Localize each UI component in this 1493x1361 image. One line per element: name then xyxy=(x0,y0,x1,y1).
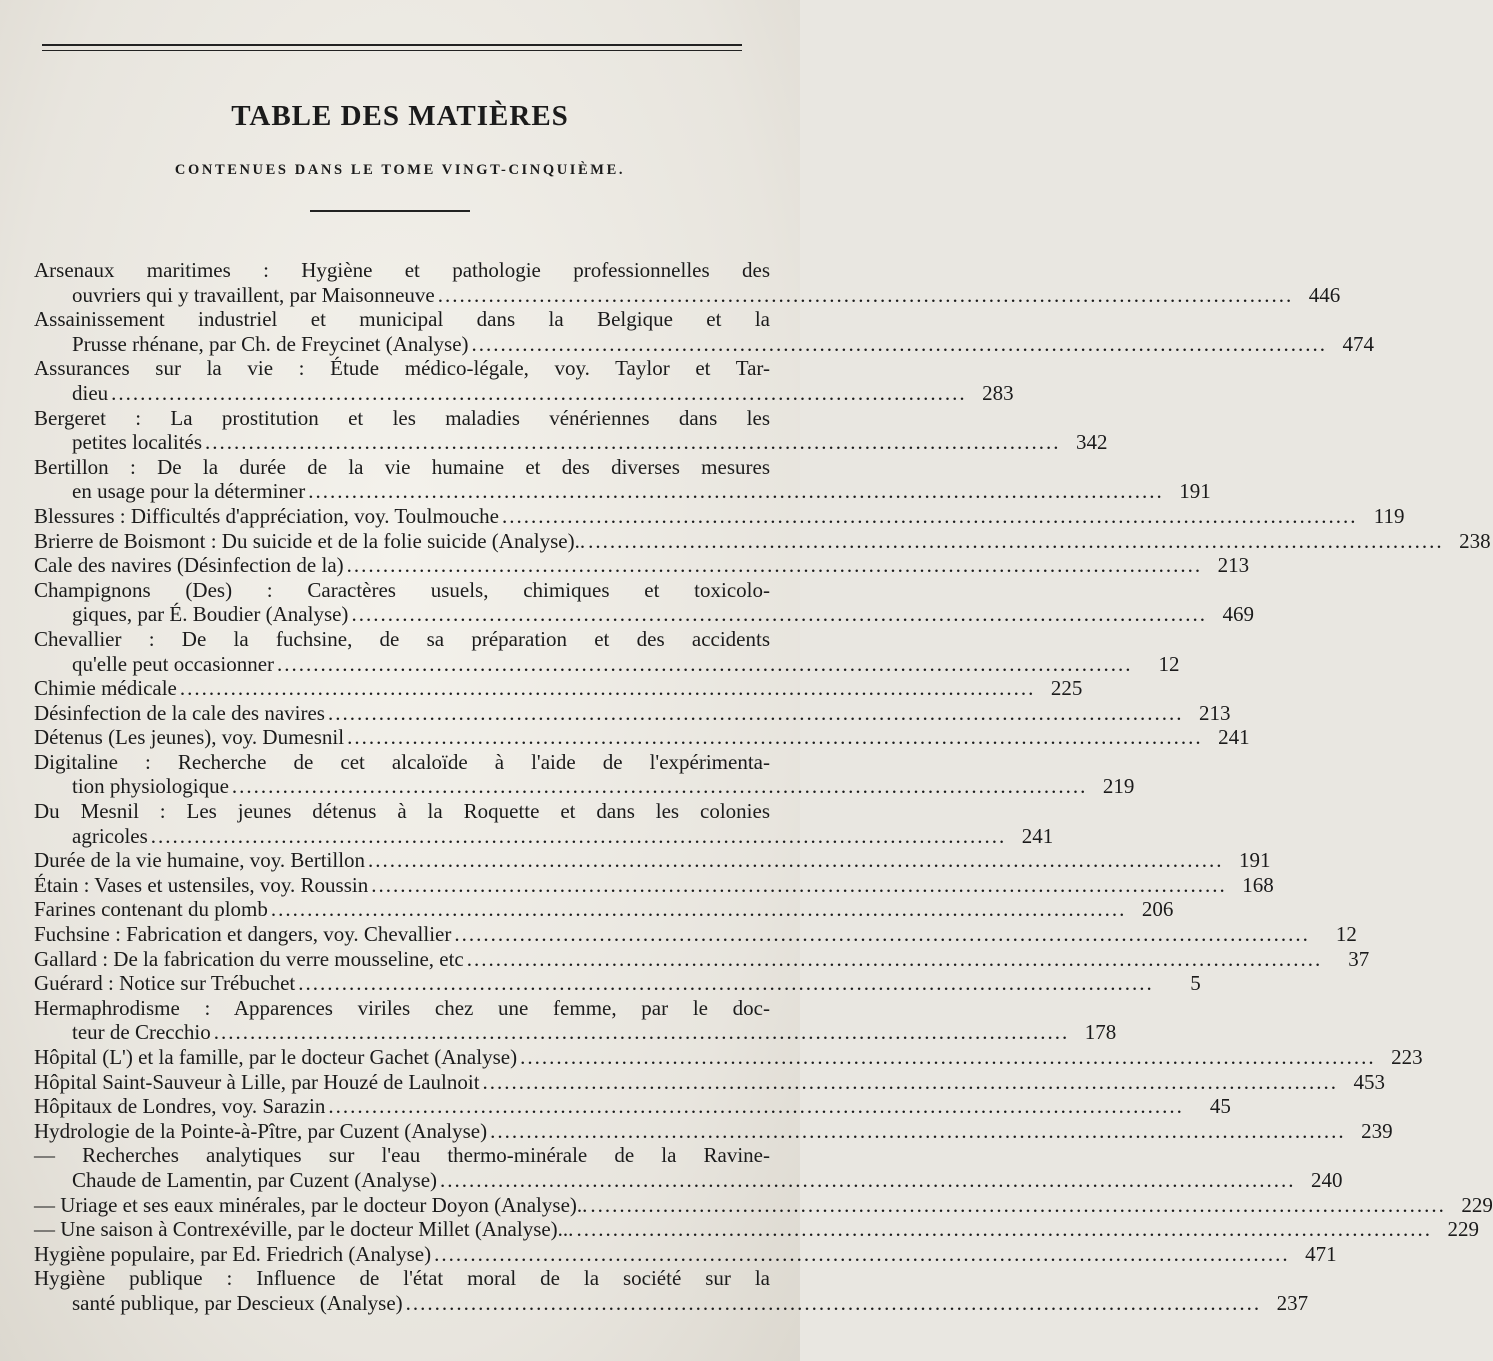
index-entry xyxy=(34,995,1117,1045)
entry-line xyxy=(34,676,1083,701)
entry-line xyxy=(34,897,1174,922)
entry-line xyxy=(72,430,1108,455)
entry-line xyxy=(72,602,1254,627)
entry-line xyxy=(34,725,1250,750)
entry-line xyxy=(34,528,1491,554)
page-number: 240 xyxy=(1311,1167,1343,1192)
entry-line xyxy=(72,823,1054,849)
entry-text: Durée de la vie humaine, voy. Bertillon xyxy=(34,848,366,873)
entry-text: Arsenaux maritimes : Hygiène et pathologie professionnelles des xyxy=(34,258,770,282)
index-entry xyxy=(34,922,1357,947)
entry-text: Guérard : Notice sur Trébuchet xyxy=(34,971,296,996)
page-title: TABLE DES MATIÈRES xyxy=(231,100,569,132)
dot-leader: ...................................................................................................................... xyxy=(490,1118,1346,1143)
dot-leader: ...................................................................................................................... xyxy=(346,553,1203,578)
entry-line xyxy=(34,946,1370,972)
entry-text: Bergeret : La prostitution et les maladies vénériennes dans les xyxy=(34,405,770,430)
dot-leader: ...................................................................................................................... xyxy=(213,1020,1070,1045)
index-entry xyxy=(34,405,1108,455)
entry-text: Chaude de Lamentin, par Cuzent (Analyse) xyxy=(72,1167,438,1192)
dot-leader: ...................................................................................................................... xyxy=(590,1192,1446,1217)
entry-text: Brierre de Boismont : Du suicide et de la folie suicide (Analyse).. xyxy=(34,528,586,553)
entry-text: Fuchsine : Fabrication et dangers, voy. Chevallier xyxy=(34,922,452,947)
entry-text: agricoles xyxy=(72,823,148,848)
page-number: 37 xyxy=(1348,946,1370,971)
index-entry xyxy=(34,1143,1343,1192)
entry-text: — Une saison à Contrexéville, par le docteur Millet (Analyse)... xyxy=(34,1217,574,1242)
dot-leader: ...................................................................................................................... xyxy=(440,1167,1296,1192)
page-number: 471 xyxy=(1305,1241,1337,1266)
page-number: 213 xyxy=(1217,553,1250,578)
entry-line xyxy=(34,848,1271,873)
entry-text: Blessures : Difficultés d'appréciation, voy. Toulmouche xyxy=(34,503,499,528)
page-number: 5 xyxy=(1190,971,1201,996)
index-entry xyxy=(34,971,1201,996)
index-entry xyxy=(34,725,1250,750)
dot-leader: ...................................................................................................................... xyxy=(471,331,1328,356)
separator-rule xyxy=(310,210,470,212)
entry-line xyxy=(34,922,1357,947)
entry-line xyxy=(72,1290,1309,1316)
index-entry xyxy=(34,1241,1337,1267)
entry-line xyxy=(34,1094,1231,1119)
dot-leader: ...................................................................................................................... xyxy=(231,774,1088,799)
entry-text: Désinfection de la cale des navires xyxy=(34,700,325,725)
entry-line xyxy=(72,331,1375,357)
entry-line xyxy=(72,1020,1117,1045)
index-entry xyxy=(34,1118,1393,1144)
entry-line xyxy=(34,872,1274,898)
page-number: 119 xyxy=(1373,503,1405,528)
page-number: 453 xyxy=(1353,1069,1386,1094)
dot-leader: ...................................................................................................................... xyxy=(179,676,1036,701)
entry-text: Détenus (Les jeunes), voy. Dumesnil xyxy=(34,725,345,750)
dot-leader: ...................................................................................................................... xyxy=(150,823,1007,848)
index-entry xyxy=(34,258,1341,307)
dot-leader: ...................................................................................................................... xyxy=(434,1241,1290,1266)
dot-leader: ...................................................................................................................... xyxy=(454,922,1310,947)
page-number: 191 xyxy=(1239,848,1271,873)
dot-leader: ...................................................................................................................... xyxy=(371,872,1227,897)
index-entry xyxy=(34,503,1405,529)
index-entry xyxy=(34,528,1491,554)
dot-leader: ...................................................................................................................... xyxy=(270,897,1127,922)
entry-text: Farines contenant du plomb xyxy=(34,897,268,922)
entry-text: Hydrologie de la Pointe-à-Pître, par Cuzent (Analyse) xyxy=(34,1118,488,1143)
index-entry xyxy=(34,1217,1479,1242)
page-number: 223 xyxy=(1391,1045,1423,1069)
page-number: 342 xyxy=(1076,430,1108,455)
index-entry xyxy=(34,676,1083,701)
entry-text: santé publique, par Descieux (Analyse) xyxy=(72,1290,403,1315)
entry-line xyxy=(72,774,1135,799)
entry-line xyxy=(34,553,1250,578)
page-number: 12 xyxy=(1158,651,1180,676)
entry-text: ouvriers qui y travaillent, par Maisonneuve xyxy=(72,282,435,307)
entry-text: tion physiologique xyxy=(72,774,229,799)
index-entry xyxy=(34,799,1054,848)
index-entry xyxy=(34,577,1254,627)
entry-line xyxy=(72,282,1341,308)
dot-leader: ...................................................................................................................... xyxy=(298,971,1154,996)
entry-line xyxy=(34,700,1231,726)
entry-text: Champignons (Des) : Caractères usuels, chimiques et toxicolo- xyxy=(34,577,770,602)
dot-leader: ...................................................................................................................... xyxy=(347,725,1203,750)
entry-line xyxy=(72,651,1180,677)
entry-text: Étain : Vases et ustensiles, voy. Roussin xyxy=(34,872,369,897)
dot-leader: ...................................................................................................................... xyxy=(368,848,1224,873)
page-number: 206 xyxy=(1141,897,1174,922)
index-entry xyxy=(34,1192,1493,1218)
dot-leader: ...................................................................................................................... xyxy=(328,1094,1184,1119)
entry-text: Hôpital Saint-Sauveur à Lille, par Houzé de Laulnoit xyxy=(34,1069,480,1094)
dot-leader: ...................................................................................................................... xyxy=(520,1045,1376,1069)
page-number: 229 xyxy=(1447,1217,1479,1242)
dot-leader: ...................................................................................................................... xyxy=(205,430,1061,455)
dot-leader: ...................................................................................................................... xyxy=(308,479,1164,504)
entry-text: Assainissement industriel et municipal dans la Belgique et la xyxy=(34,307,770,332)
page-number: 12 xyxy=(1335,922,1357,947)
entry-text: qu'elle peut occasionner xyxy=(72,651,275,676)
entry-text: Cale des navires (Désinfection de la) xyxy=(34,553,344,578)
dot-leader: ...................................................................................................................... xyxy=(405,1290,1262,1315)
entry-line xyxy=(34,971,1201,996)
entry-text: Chimie médicale xyxy=(34,676,177,701)
index-entry xyxy=(34,848,1271,873)
dot-leader: ...................................................................................................................... xyxy=(576,1217,1432,1242)
index-entry xyxy=(34,454,1211,504)
index-entry xyxy=(34,553,1250,578)
entry-text: Hôpitaux de Londres, voy. Sarazin xyxy=(34,1094,326,1119)
entry-text: giques, par É. Boudier (Analyse) xyxy=(72,602,349,627)
index-entry xyxy=(34,1069,1386,1095)
index-entry xyxy=(34,307,1375,356)
entry-line xyxy=(72,380,1014,406)
index-entries xyxy=(34,258,1493,1316)
dot-leader: ...................................................................................................................... xyxy=(482,1069,1339,1094)
entry-text: — Recherches analytiques sur l'eau thermo-minérale de la Ravine- xyxy=(34,1143,770,1168)
entry-line xyxy=(34,1192,1493,1218)
page-number: 178 xyxy=(1084,1020,1117,1045)
page-number: 191 xyxy=(1179,479,1211,504)
index-entry xyxy=(34,356,1014,405)
entry-line xyxy=(72,1167,1343,1193)
dot-leader: ...................................................................................................................... xyxy=(277,651,1133,676)
entry-line xyxy=(34,503,1405,529)
dot-leader: ...................................................................................................................... xyxy=(351,602,1207,627)
index-entry xyxy=(34,626,1180,676)
page-number: 225 xyxy=(1050,676,1083,701)
dot-leader: ...................................................................................................................... xyxy=(111,380,967,405)
dot-leader: ...................................................................................................................... xyxy=(327,700,1184,725)
page-number: 45 xyxy=(1209,1094,1231,1119)
dot-leader: ...................................................................................................................... xyxy=(437,282,1294,307)
entry-line xyxy=(34,1241,1337,1267)
page-number: 446 xyxy=(1308,282,1341,307)
entry-text: — Uriage et ses eaux minérales, par le docteur Doyon (Analyse).. xyxy=(34,1192,588,1217)
entry-text: Hygiène populaire, par Ed. Friedrich (Analyse) xyxy=(34,1241,432,1266)
index-entry xyxy=(34,872,1274,898)
page-number: 213 xyxy=(1198,700,1231,725)
page-number: 241 xyxy=(1218,725,1250,750)
entry-text: teur de Crecchio xyxy=(72,1020,211,1045)
page-subtitle: CONTENUES DANS LE TOME VINGT-CINQUIÈME. xyxy=(174,162,626,178)
entry-text: Assurances sur la vie : Étude médico-légale, voy. Taylor et Tar- xyxy=(34,356,770,381)
page-number: 474 xyxy=(1342,331,1375,356)
entry-text: Hygiène publique : Influence de l'état moral de la société sur la xyxy=(34,1266,770,1291)
entry-text: Bertillon : De la durée de la vie humaine et des diverses mesures xyxy=(34,454,770,479)
entry-line xyxy=(34,1045,1423,1070)
page-number: 229 xyxy=(1461,1192,1493,1217)
dot-leader: ...................................................................................................................... xyxy=(588,528,1444,553)
entry-text: Prusse rhénane, par Ch. de Freycinet (Analyse) xyxy=(72,331,469,356)
top-rule xyxy=(42,44,742,51)
page-number: 469 xyxy=(1222,602,1254,627)
entry-text: dieu xyxy=(72,380,109,405)
entry-text: Digitaline : Recherche de cet alcaloïde à l'aide de l'expérimenta- xyxy=(34,749,770,774)
dot-leader: ...................................................................................................................... xyxy=(502,503,1358,528)
index-entry xyxy=(34,1094,1231,1119)
page-number: 168 xyxy=(1242,872,1274,897)
index-entry xyxy=(34,897,1174,922)
dot-leader: ...................................................................................................................... xyxy=(466,946,1323,971)
index-entry xyxy=(34,1045,1423,1070)
index-entry xyxy=(34,946,1370,972)
entry-line xyxy=(72,479,1211,504)
page-number: 219 xyxy=(1102,774,1135,799)
index-entry xyxy=(34,700,1231,726)
entry-text: Chevallier : De la fuchsine, de sa préparation et des accidents xyxy=(34,626,770,651)
entry-text: Hermaphrodisme : Apparences viriles chez une femme, par le doc- xyxy=(34,995,770,1020)
index-entry xyxy=(34,749,1135,799)
index-entry xyxy=(34,1266,1309,1315)
entry-text: Gallard : De la fabrication du verre mousseline, etc xyxy=(34,946,464,971)
entry-line xyxy=(34,1118,1393,1144)
entry-text: Hôpital (L') et la famille, par le docteur Gachet (Analyse) xyxy=(34,1045,518,1069)
page-number: 241 xyxy=(1021,823,1054,848)
page-number: 283 xyxy=(982,380,1014,405)
entry-text: Du Mesnil : Les jeunes détenus à la Roquette et dans les colonies xyxy=(34,799,770,824)
entry-line xyxy=(34,1217,1479,1242)
entry-line xyxy=(34,1069,1386,1095)
page-number: 239 xyxy=(1361,1118,1393,1143)
entry-text: en usage pour la déterminer xyxy=(72,479,306,504)
page-number: 238 xyxy=(1459,528,1491,553)
page-number: 237 xyxy=(1276,1290,1309,1315)
entry-text: petites localités xyxy=(72,430,203,455)
